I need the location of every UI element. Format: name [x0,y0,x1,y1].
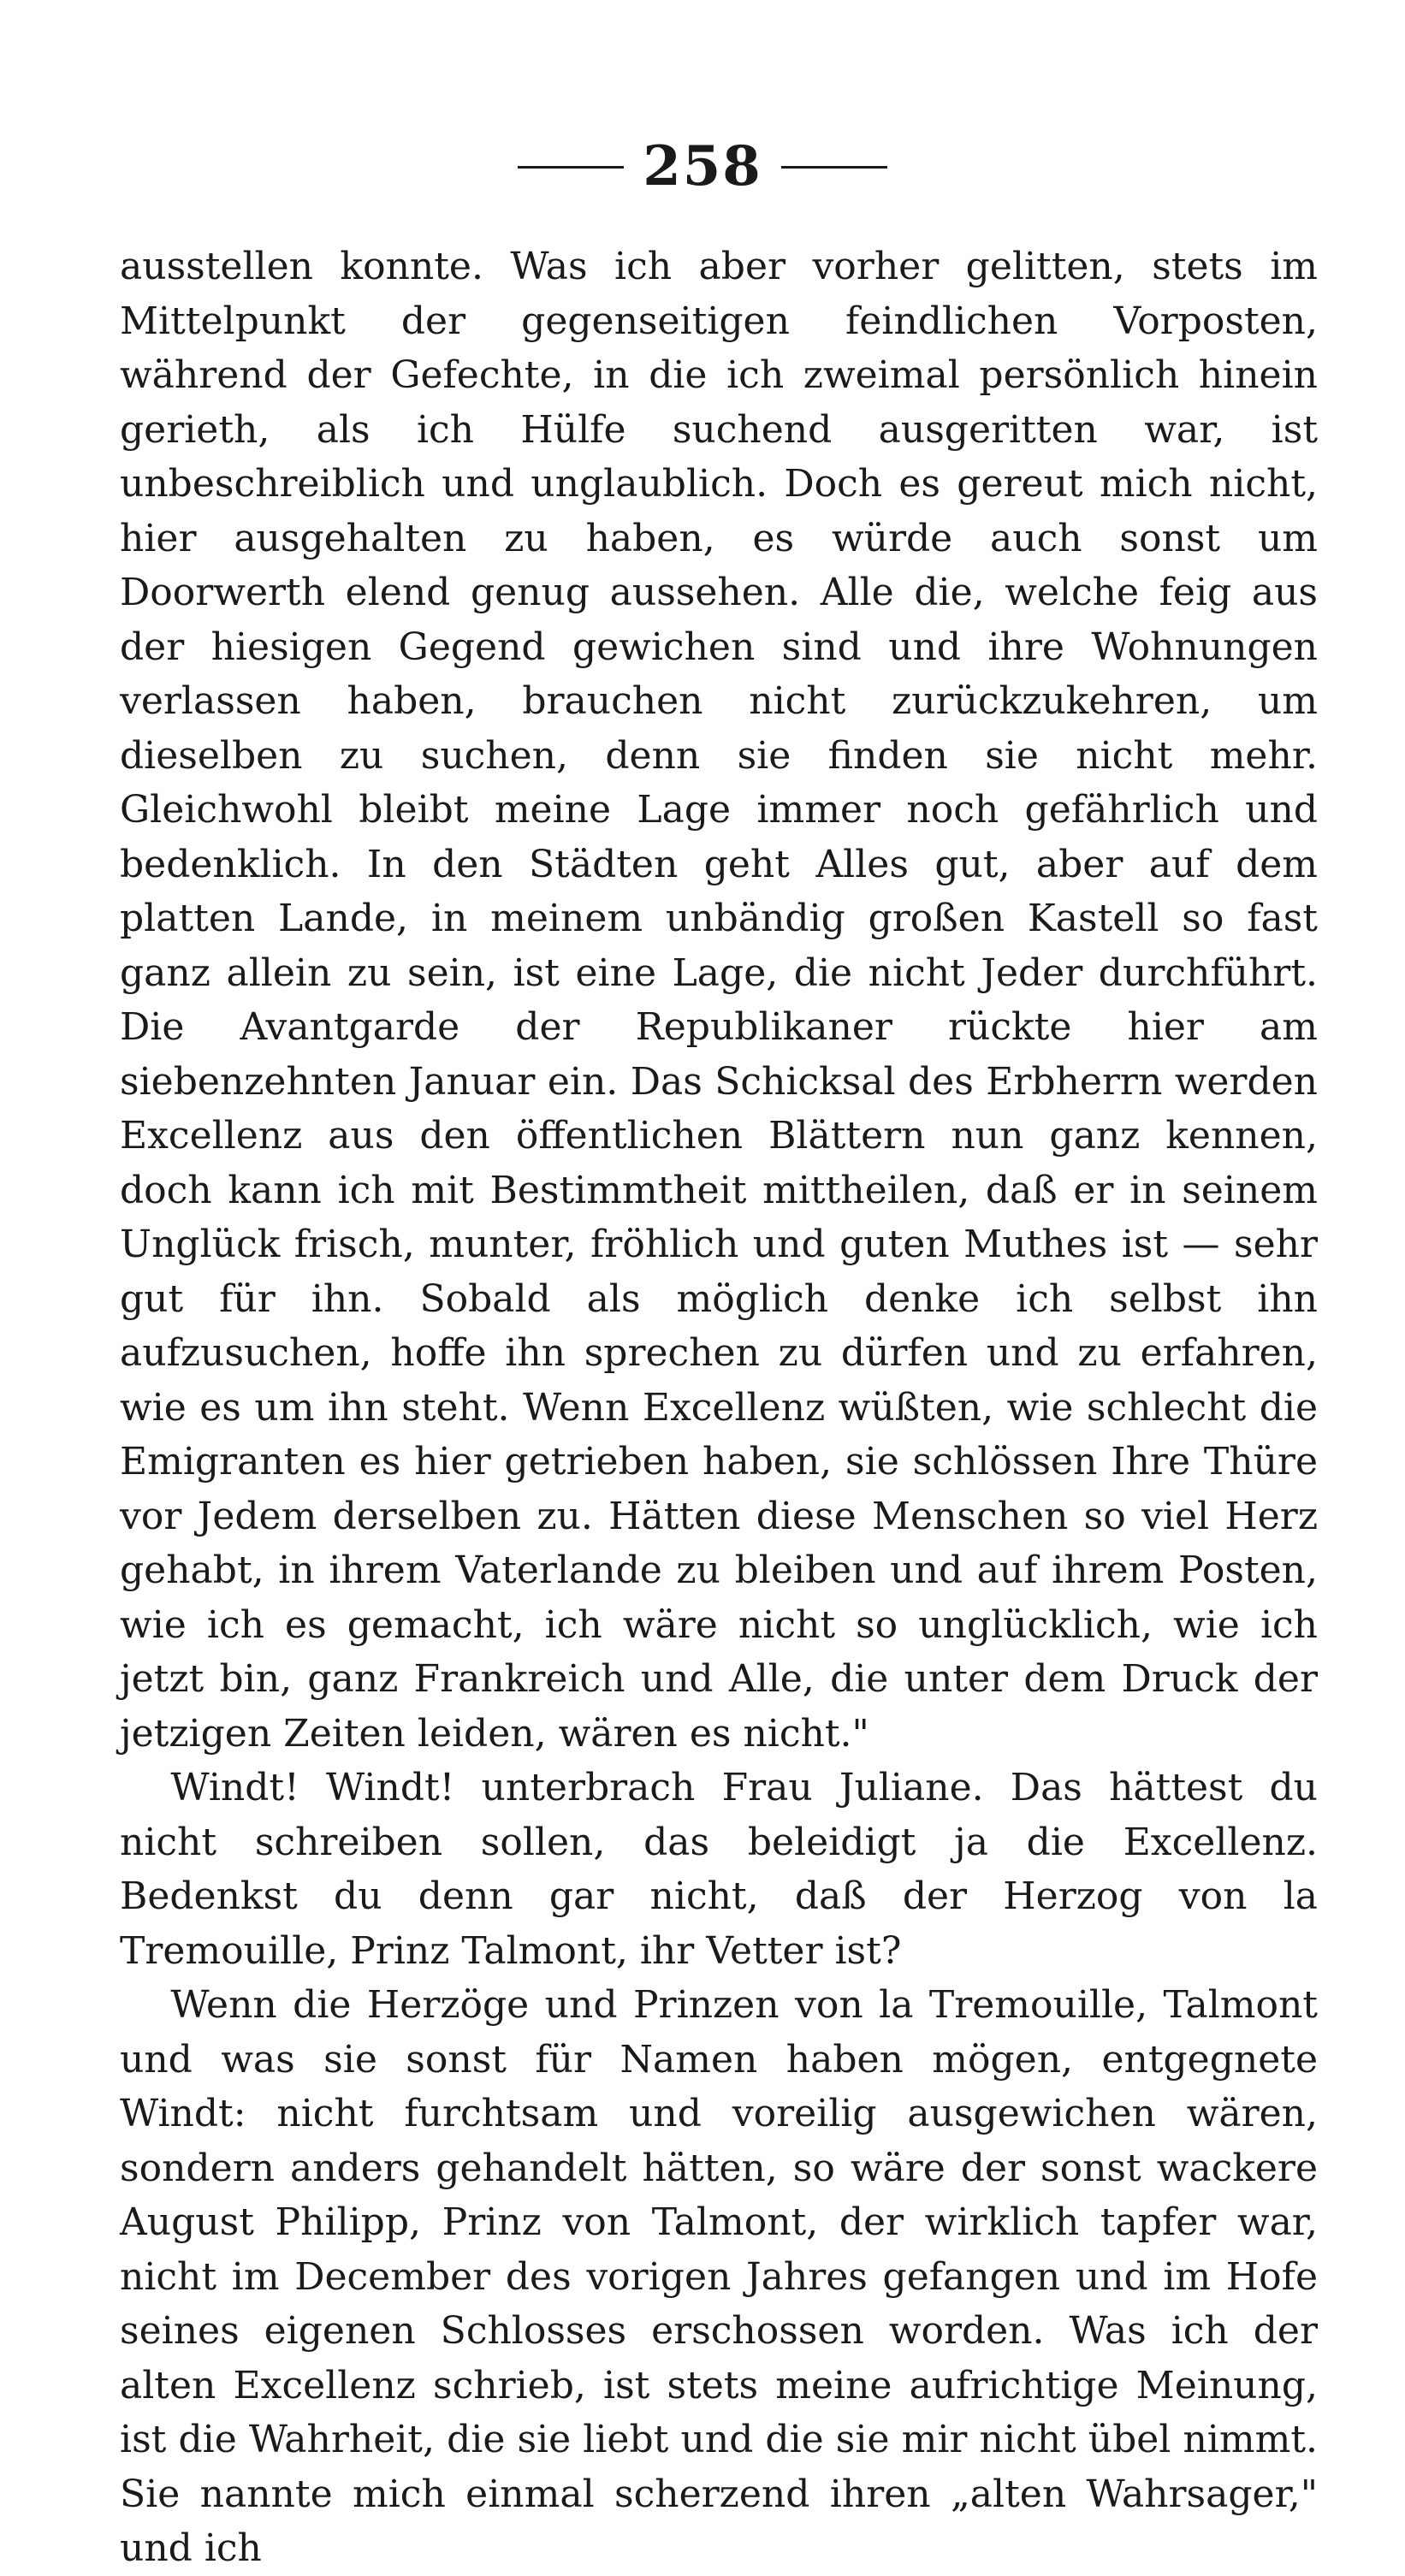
header-rule-left [518,166,624,169]
paragraph-1: ausstellen konnte. Was ich aber vorher gelitten, stets im Mittelpunkt der gegenseitigen feindlichen Vorposten, während der Gefechte, in die ich zweimal persönlich hinein gerieth, als ich Hülfe suchend ausgeritten war, ist unbeschreiblich und unglaublich. Doch es gereut mich nicht, hier ausgehalten zu haben, es würde auch sonst um Doorwerth elend genug aussehen. Alle die, welche feig aus der hiesigen Gegend gewichen sind und ihre Wohnungen verlassen haben, brauchen nicht zurückzukehren, um dieselben zu suchen, denn sie finden sie nicht mehr. Gleichwohl bleibt meine Lage immer noch gefährlich und bedenklich. In den Städten geht Alles gut, aber auf dem platten Lande, in meinem unbändig großen Kastell so fast ganz allein zu sein, ist eine Lage, die nicht Jeder durchführt. Die Avantgarde der Republikaner rückte hier am siebenzehnten Januar ein. Das Schicksal des Erbherrn werden Excellenz aus den öffentlichen Blättern nun ganz kennen, doch kann ich mit Bestimmtheit mittheilen, daß er in seinem Unglück frisch, munter, fröhlich und guten Muthes ist — sehr gut für ihn. Sobald als möglich denke ich selbst ihn aufzusuchen, hoffe ihn sprechen zu dürfen und zu erfahren, wie es um ihn steht. Wenn Excellenz wüßten, wie schlecht die Emigranten es hier getrieben haben, sie schlössen Ihre Thüre vor Jedem derselben zu. Hätten diese Menschen so viel Herz gehabt, in ihrem Vaterlande zu bleiben und auf ihrem Posten, wie ich es gemacht, ich wäre nicht so unglücklich, wie ich jetzt bin, ganz Frankreich und Alle, die unter dem Druck der jetzigen Zeiten leiden, wären es nicht." [120,245,1318,1756]
paragraph-2: Windt! Windt! unterbrach Frau Juliane. Das hättest du nicht schreiben sollen, das beleidigt ja die Excellenz. Bedenkst du denn gar nicht, daß der Herzog von la Tremouille, Prinz Talmont, ihr Vetter ist? [120,1766,1318,1973]
page-header [0,128,1405,205]
page-number: 258 [643,134,762,198]
paragraph-3: Wenn die Herzöge und Prinzen von la Tremouille, Talmont und was sie sonst für Namen haben mögen, entgegnete Windt: nicht furchtsam und voreilig ausgewichen wären, sondern anders gehandelt hätten, so wäre der sonst wackere August Philipp, Prinz von Talmont, der wirklich tapfer war, nicht im December des vorigen Jahres gefangen und im Hofe seines eigenen Schlosses erschossen worden. Was ich der alten Excellenz schrieb, ist stets meine aufrichtige Meinung, ist die Wahrheit, die sie liebt und die sie mir nicht übel nimmt. Sie nannte mich einmal scherzend ihren „alten Wahrsager," und ich [120,1983,1318,2570]
body-text [120,240,1318,2570]
header-rule-right [781,166,887,169]
